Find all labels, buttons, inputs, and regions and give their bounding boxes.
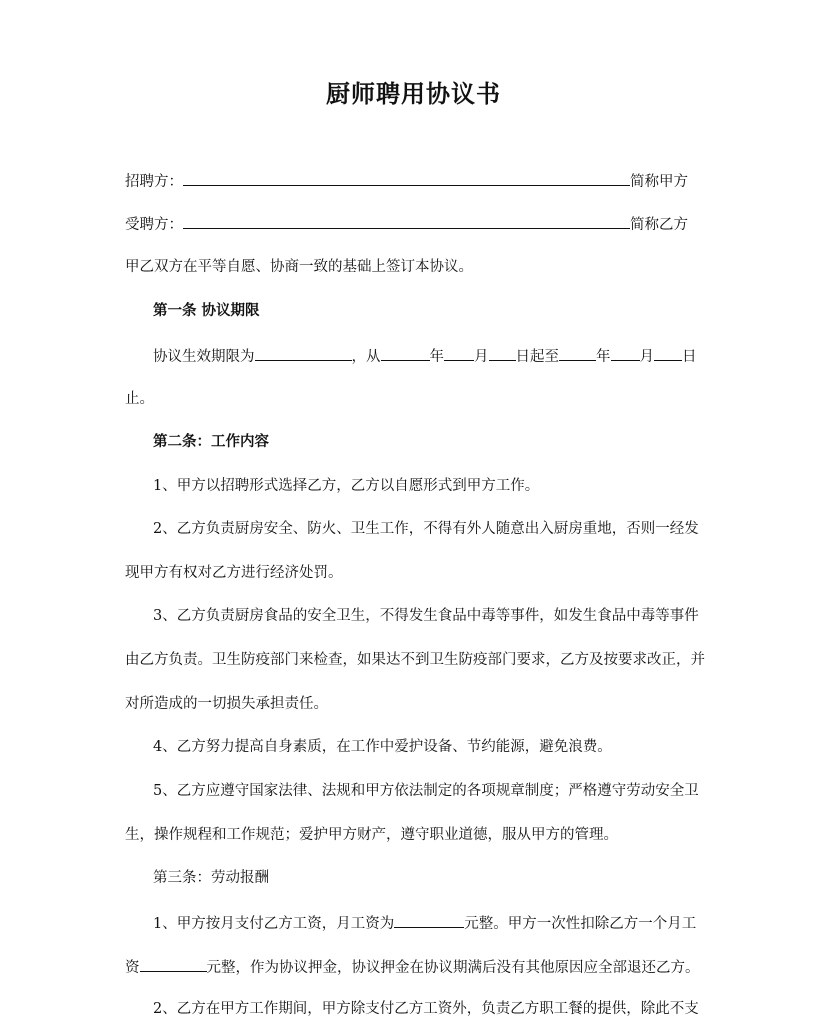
document-title: 厨师聘用协议书	[326, 79, 501, 108]
end-day-blank[interactable]	[654, 345, 682, 361]
article1-heading: 第一条 协议期限	[153, 302, 260, 319]
deposit-text-a: 资	[125, 960, 140, 976]
term-text-h: 日	[682, 349, 697, 365]
employer-suffix: 简称甲方	[630, 174, 688, 190]
employee-blank[interactable]	[183, 213, 630, 229]
deposit-text-b: 元整，作为协议押金，协议押金在协议期满后没有其他原因应全部退还乙方。	[206, 960, 700, 976]
start-day-blank[interactable]	[489, 345, 516, 361]
article2-heading: 第二条：工作内容	[153, 433, 269, 450]
term-text-g: 月	[639, 349, 654, 365]
start-year-blank[interactable]	[381, 345, 430, 361]
article2-item3-line1: 3、乙方负责厨房食品的安全卫生，不得发生食品中毒等事件，如发生食品中毒等事件	[153, 608, 699, 624]
article3-item1-line1	[153, 912, 696, 934]
end-month-blank[interactable]	[611, 345, 640, 361]
term-line	[153, 345, 697, 367]
term-text-b: ，从	[351, 349, 381, 365]
employer-line	[125, 170, 688, 192]
term-line-end: 止。	[125, 391, 154, 407]
monthly-salary-blank[interactable]	[394, 912, 464, 928]
term-text-a: 协议生效期限为	[153, 349, 255, 365]
term-text-f: 年	[596, 349, 611, 365]
employer-label: 招聘方：	[125, 174, 183, 190]
article2-item1: 1、甲方以招聘形式选择乙方，乙方以自愿形式到甲方工作。	[153, 478, 540, 494]
article2-item5-line2: 生，操作规程和工作规范；爱护甲方财产，遵守职业道德，服从甲方的管理。	[125, 827, 618, 843]
article2-item5-line1: 5、乙方应遵守国家法律、法规和甲方依法制定的各项规章制度；严格遵守劳动安全卫	[153, 783, 699, 799]
end-year-blank[interactable]	[559, 345, 596, 361]
salary-text-a: 1、甲方按月支付乙方工资，月工资为	[153, 916, 395, 932]
article2-item2-line1: 2、乙方负责厨房安全、防火、卫生工作，不得有外人随意出入厨房重地，否则一经发	[153, 521, 699, 537]
intro-paragraph: 甲乙双方在平等自愿、协商一致的基础上签订本协议。	[125, 259, 473, 275]
employee-line	[125, 213, 688, 235]
article2-item3-line2: 由乙方负责。卫生防疫部门来检查，如果达不到卫生防疫部门要求，乙方及按要求改正，并	[125, 652, 705, 668]
term-period-blank[interactable]	[255, 345, 352, 361]
article3-heading: 第三条：劳动报酬	[153, 870, 269, 886]
employer-blank[interactable]	[183, 170, 630, 186]
term-text-d: 月	[474, 349, 489, 365]
employee-suffix: 简称乙方	[630, 217, 688, 233]
start-month-blank[interactable]	[444, 345, 474, 361]
salary-text-b: 元整。甲方一次性扣除乙方一个月工	[464, 916, 697, 932]
article3-item2-line1: 2、乙方在甲方工作期间，甲方除支付乙方工资外，负责乙方职工餐的提供，除此不支	[153, 1001, 699, 1017]
term-text-c: 年	[429, 349, 444, 365]
article3-item1-line2	[125, 956, 700, 978]
article2-item4: 4、乙方努力提高自身素质，在工作中爱护设备、节约能源，避免浪费。	[153, 739, 612, 755]
employee-label: 受聘方：	[125, 217, 183, 233]
article2-item3-line3: 对所造成的一切损失承担责任。	[125, 696, 328, 712]
term-text-e: 日起至	[515, 349, 559, 365]
article2-item2-line2: 现甲方有权对乙方进行经济处罚。	[125, 565, 343, 581]
deposit-amount-blank[interactable]	[140, 956, 207, 972]
